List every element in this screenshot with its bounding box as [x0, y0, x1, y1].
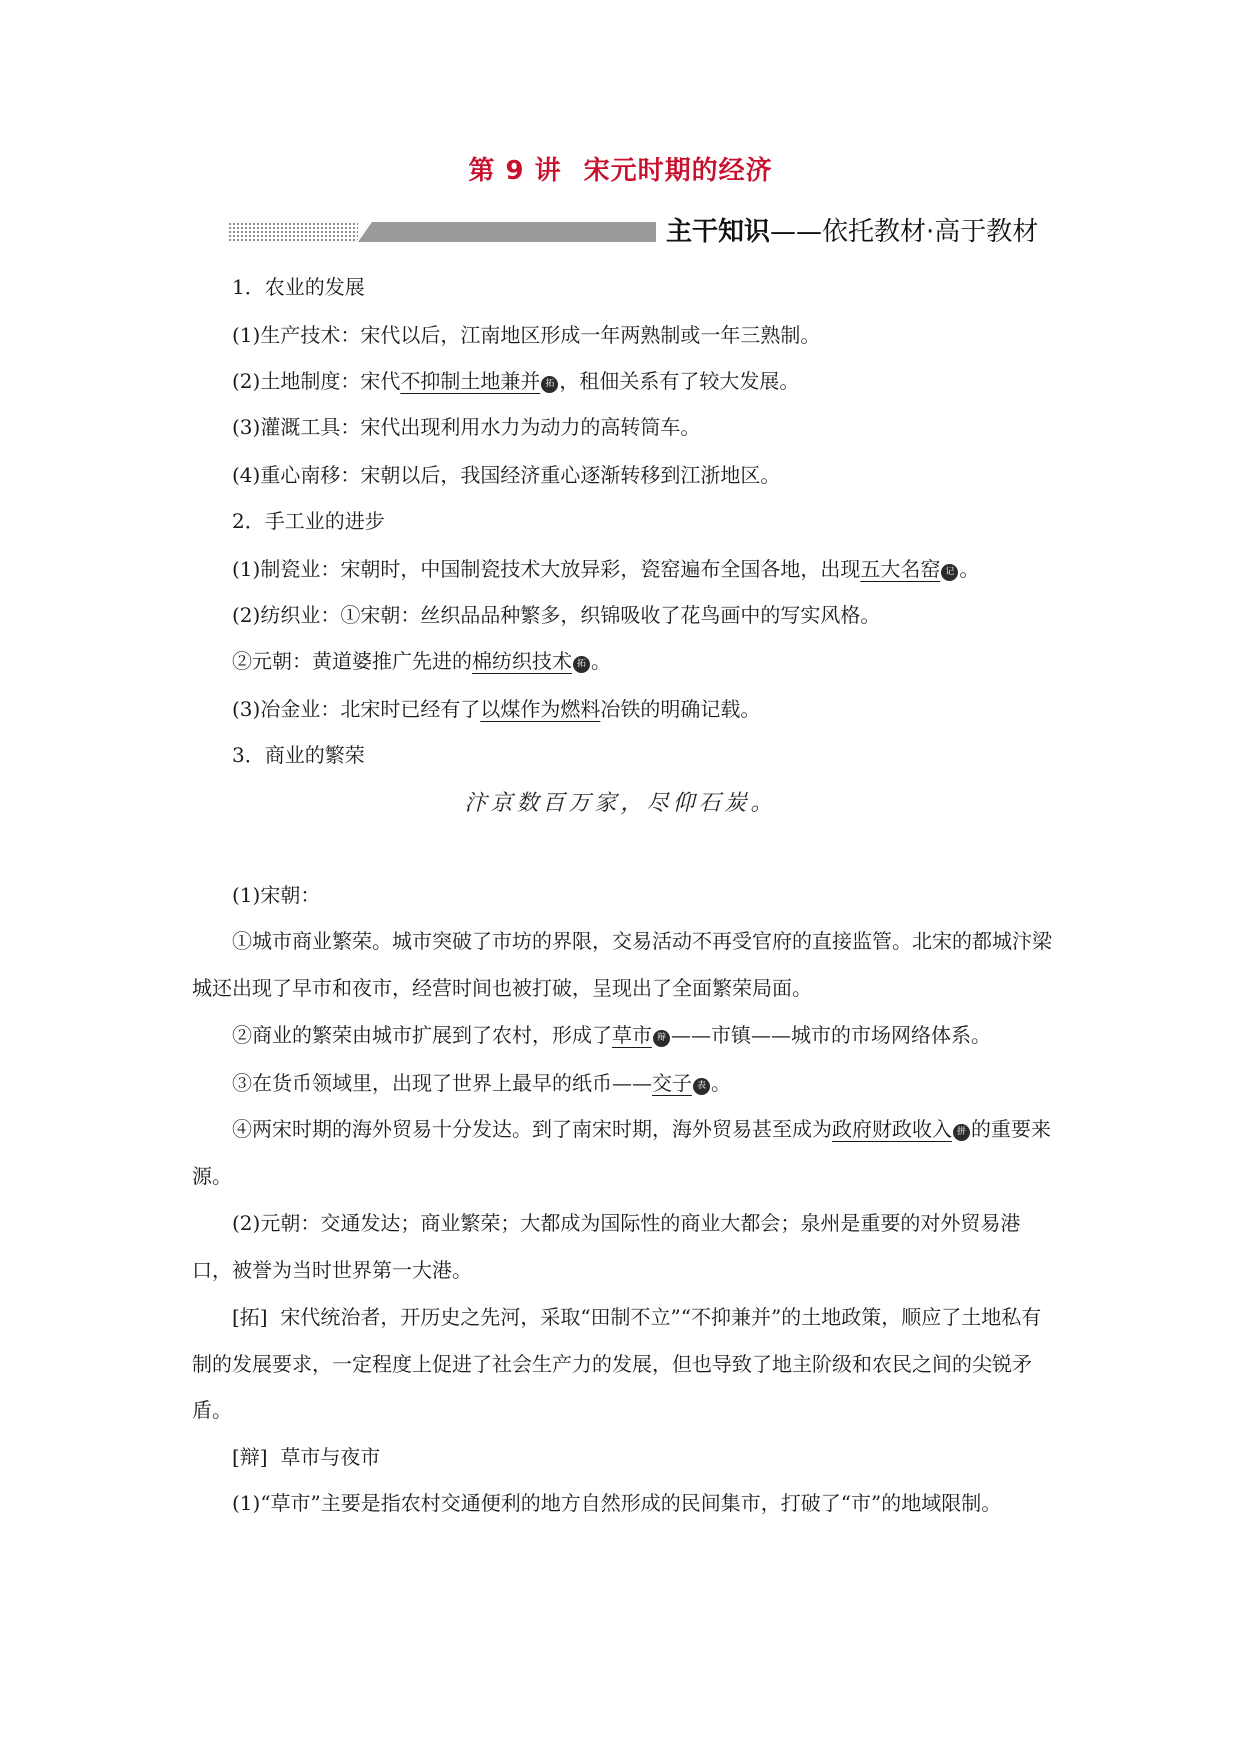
line-text: (1)制瓷业：宋朝时，中国制瓷技术大放异彩，瓷窑遍布全国各地，出现: [232, 557, 861, 581]
line-text: ②元朝：黄道婆推广先进的: [232, 649, 472, 673]
line-yuan-cotton: [192, 638, 1052, 685]
line-porcelain: [192, 546, 1052, 593]
extension-note: [192, 1294, 1052, 1434]
distinction-note: [192, 1434, 1052, 1481]
banner-label-rest: ——依托教材·高于教材: [770, 217, 1039, 247]
line-textile: (2)纺织业：①宋朝：丝织品品种繁多，织锦吸收了花鸟画中的写实风格。: [232, 603, 881, 627]
line-production-tech: (1)生产技术：宋代以后，江南地区形成一年两熟制或一年三熟制。: [232, 323, 821, 347]
banner-label: [666, 214, 1038, 250]
line-irrigation: (3)灌溉工具：宋代出现利用水力为动力的高转筒车。: [232, 415, 701, 439]
note-text: 草市与夜市: [280, 1445, 381, 1469]
underlined-term: 不抑制土地兼并: [400, 369, 541, 393]
line-metallurgy: [192, 686, 1052, 733]
line-text: ，租佃关系有了较大发展。: [559, 369, 800, 393]
banner-dot-pattern: [228, 222, 358, 242]
note-badge: 表: [693, 1078, 710, 1095]
line-rural-markets: [192, 1012, 1052, 1059]
lecture-topic: 宋元时期的经济: [583, 156, 773, 186]
line-text: ③在货币领域里，出现了世界上最早的纸币——: [232, 1071, 652, 1095]
handwritten-quote: 汴京数百万家，尽仰石炭。: [464, 791, 777, 816]
line-caoshi: (1)“草市”主要是指农村交通便利的地方自然形成的民间集市，打破了“市”的地域限制。: [232, 1491, 1002, 1515]
note-badge: 记: [941, 564, 958, 581]
line-text: ④两宋时期的海外贸易十分发达。到了南宋时期，海外贸易甚至成为: [232, 1117, 832, 1141]
line-paper-money: [192, 1060, 1052, 1107]
heading-handicraft: 2．手工业的进步: [232, 509, 385, 533]
line-text: 。: [591, 649, 611, 673]
underlined-term: 政府财政收入: [832, 1117, 952, 1141]
note-badge: 拓: [541, 376, 558, 393]
banner-stripe: [356, 222, 656, 242]
note-text: 宋代统治者，开历史之先河，采取“田制不立”“不抑兼并”的土地政策，顺应了土地私有制的发展要求，一定程度上促进了社会生产力的发展，但也导致了地主阶级和农民之间的尖锐矛盾。: [192, 1305, 1042, 1422]
lecture-number: 第 9 讲: [468, 156, 562, 186]
line-text: ②商业的繁荣由城市扩展到了农村，形成了: [232, 1023, 612, 1047]
heading-agriculture: 1．农业的发展: [232, 275, 365, 299]
note-badge: 拼: [953, 1124, 970, 1141]
underlined-term: 五大名窑: [860, 557, 941, 581]
line-text: 。: [959, 557, 980, 581]
underlined-term: 交子: [652, 1071, 692, 1095]
note-badge: 辩: [653, 1030, 670, 1047]
line-text: 的重要来源。: [192, 1117, 1051, 1188]
line-land-system: [192, 358, 1052, 405]
underlined-term: 草市: [612, 1023, 652, 1047]
banner-label-bold: 主干知识: [666, 217, 771, 247]
line-text: ——市镇——城市的市场网络体系。: [671, 1023, 991, 1047]
line-overseas-trade: [192, 1106, 1052, 1199]
line-center-shift: (4)重心南移：宋朝以后，我国经济重心逐渐转移到江浙地区。: [232, 463, 781, 487]
note-tag: [拓]: [232, 1305, 268, 1329]
heading-commerce: 3．商业的繁荣: [232, 743, 365, 767]
page-title: [0, 150, 1241, 187]
note-tag: [辩]: [232, 1445, 268, 1469]
line-text: (3)冶金业：北宋时已经有了: [232, 697, 481, 721]
line-yuan-commerce: (2)元朝：交通发达；商业繁荣；大都成为国际性的商业大都会；泉州是重要的对外贸易港口，被誉为当时世界第一大港。: [192, 1211, 1021, 1282]
line-text: 。: [711, 1071, 731, 1095]
note-badge: 拓: [573, 656, 590, 673]
underlined-term: 棉纺织技术: [472, 649, 572, 673]
line-song-commerce: (1)宋朝：: [232, 883, 321, 907]
line-text: 冶铁的明确记载。: [600, 697, 761, 721]
underlined-term: 以煤作为燃料: [480, 697, 601, 721]
section-banner: [228, 214, 1039, 254]
line-city-commerce: ①城市商业繁荣。城市突破了市坊的界限，交易活动不再受官府的直接监管。北宋的都城汴梁城还出现了早市和夜市，经营时间也被打破，呈现出了全面繁荣局面。: [192, 929, 1052, 1000]
line-text: (2)土地制度：宋代: [232, 369, 401, 393]
